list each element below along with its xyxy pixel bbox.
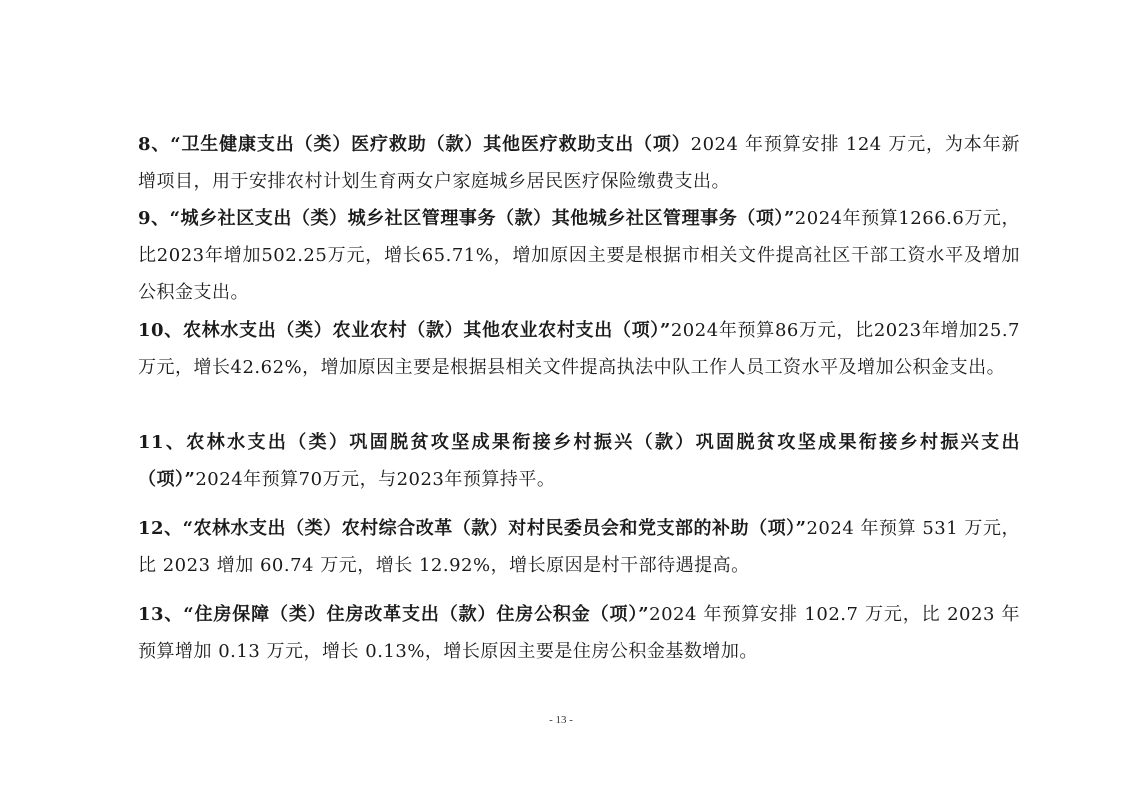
- paragraph-heading: 11、农林水支出（类）巩固脱贫攻坚成果衔接乡村振兴（款）巩固脱贫攻坚成果衔接乡村振兴支出（项）”: [138, 432, 1020, 490]
- paragraph-item-12: [96, 510, 1020, 584]
- paragraph-body: 2024年预算70万元，与2023年预算持平。: [195, 469, 556, 490]
- paragraph-item-13: [96, 596, 1020, 670]
- paragraph-body: 2024 年预算安排 102.7 万元，比 2023 年预算增加 0.13 万元，增长 0.13%，增长原因主要是住房公积金基数增加。: [138, 604, 1020, 662]
- paragraph-body: 2024 年预算安排 124 万元，为本年新增项目，用于安排农村计划生育两女户家庭城乡居民医疗保险缴费支出。: [138, 134, 1020, 192]
- page-number: - 13 -: [549, 714, 573, 726]
- paragraph-heading: 9、“城乡社区支出（类）城乡社区管理事务（款）其他城乡社区管理事务（项）”: [138, 208, 795, 229]
- paragraph-body: 2024年预算86万元，比2023年增加25.7万元，增长42.62%，增加原因主要是根据县相关文件提高执法中队工作人员工资水平及增加公积金支出。: [138, 320, 1020, 378]
- paragraph-heading: 13、“住房保障（类）住房改革支出（款）住房公积金（项）”: [138, 604, 650, 625]
- paragraph-heading: 10、农林水支出（类）农业农村（款）其他农业农村支出（项）”: [138, 320, 671, 341]
- paragraph-item-10: [96, 312, 1020, 386]
- paragraph-item-11: [96, 424, 1020, 498]
- paragraph-body: 2024年预算1266.6万元，比2023年增加502.25万元，增长65.71%，增加原因主要是根据市相关文件提高社区干部工资水平及增加公积金支出。: [138, 208, 1020, 303]
- paragraph-body: 2024 年预算 531 万元，比 2023 增加 60.74 万元，增长 12.92%，增长原因是村干部待遇提高。: [138, 518, 1020, 576]
- paragraph-item-9: [96, 200, 1020, 311]
- paragraph-heading: 12、“农林水支出（类）农村综合改革（款）对村民委员会和党支部的补助（项）”: [138, 518, 807, 539]
- paragraph-item-8: [96, 126, 1020, 200]
- paragraph-heading: 8、“卫生健康支出（类）医疗救助（款）其他医疗救助支出（项）: [138, 134, 691, 155]
